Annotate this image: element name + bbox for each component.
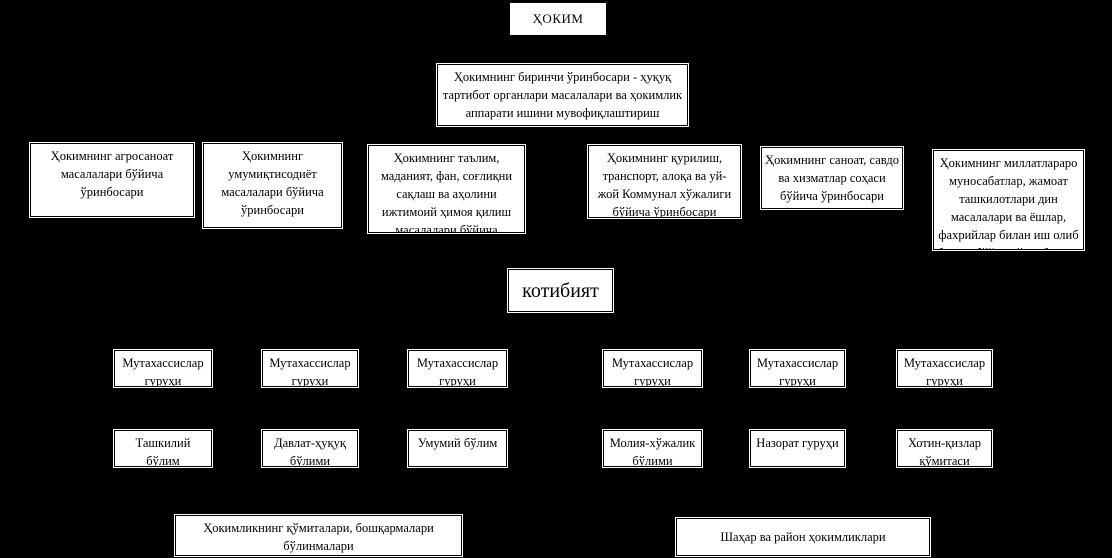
org-box-specialist-group-2 — [262, 350, 358, 387]
org-box-specialist-group-6 — [897, 350, 992, 387]
org-box-committees — [175, 515, 462, 556]
org-box-committees-label: Ҳокимликнинг қўмиталари, бошқармалари бўлинмалари — [203, 521, 434, 553]
org-box-hokim-label: ҲОКИМ — [532, 11, 584, 26]
org-box-city-district-hokimiyats — [676, 518, 930, 556]
org-box-deputy-interethnic-label: Ҳокимнинг миллатлараро муносабатлар, жамоат ташкилотлари дин масалалари ва ёшлар, фахрийлар билан иш олиб бориш бўйича ўринбосари — [937, 156, 1080, 260]
org-box-dept-state-law — [262, 430, 358, 467]
org-box-specialist-group-6-label: Мутахассислар гуруҳи — [903, 356, 986, 388]
org-box-specialist-group-1 — [114, 350, 212, 387]
org-box-dept-control — [750, 430, 845, 467]
org-box-deputy-construction-label: Ҳокимнинг қурилиш, транспорт, алоқа ва уй-жой Коммунал хўжалиги бўйича ўринбосари — [597, 151, 732, 219]
org-box-dept-general-label: Умумий бўлим — [417, 436, 498, 450]
org-box-specialist-group-4 — [603, 350, 702, 387]
org-box-specialist-group-3 — [408, 350, 507, 387]
org-box-specialist-group-2-label: Мутахассислар гуруҳи — [269, 356, 351, 388]
org-box-dept-general — [408, 430, 507, 467]
org-box-deputy-education-label: Ҳокимнинг таълим, маданият, фан, соғлиқни сақлаш ва аҳолини ижтимоий ҳимоя қилиш масалалари бўйича ўринбосари — [380, 151, 513, 255]
org-box-city-district-hokimiyats-label: Шаҳар ва район ҳокимликлари — [720, 530, 886, 544]
org-box-specialist-group-5 — [750, 350, 845, 387]
org-box-deputy-industry-label: Ҳокимнинг саноат, савдо ва хизматлар соҳаси бўйича ўринбосари — [765, 153, 899, 203]
org-box-specialist-group-1-label: Мутахассислар гуруҳи — [122, 356, 204, 388]
org-box-deputy-economy — [203, 143, 342, 228]
org-box-secretariat — [508, 269, 613, 312]
org-box-deputy-economy-label: Ҳокимнинг умумиқтисодиёт масалалари бўйича ўринбосари — [221, 149, 324, 217]
org-box-deputy-education — [368, 145, 525, 255]
org-box-specialist-group-3-label: Мутахассислар гуруҳи — [416, 356, 499, 388]
org-box-dept-state-law-label: Давлат-ҳуқуқ бўлими — [274, 436, 346, 468]
org-box-dept-women-label: Хотин-қизлар қўмитаси — [907, 436, 982, 468]
org-box-specialist-group-4-label: Мутахассислар гуруҳи — [611, 356, 694, 388]
org-box-deputy-agro-label: Ҳокимнинг агросаноат масалалари бўйича ўринбосари — [50, 149, 174, 199]
org-box-dept-organizational-label: Ташкилий бўлим — [135, 436, 191, 468]
org-box-hokim — [510, 3, 606, 35]
org-box-first-deputy-label: Ҳокимнинг биринчи ўринбосари - ҳуқуқ тартибот органлари масалалари ва ҳокимлик аппарати ишини мувофиқлаштириш — [442, 70, 683, 120]
org-box-deputy-industry — [761, 147, 903, 209]
org-box-dept-finance — [603, 430, 702, 467]
org-box-dept-organizational — [114, 430, 212, 467]
org-box-deputy-construction — [588, 145, 741, 218]
org-box-first-deputy — [437, 64, 688, 126]
org-box-deputy-interethnic — [933, 150, 1084, 260]
org-box-dept-women — [897, 430, 992, 467]
org-box-secretariat-label: котибият — [522, 279, 599, 302]
org-box-dept-control-label: Назорат гуруҳи — [756, 436, 839, 450]
org-box-deputy-agro — [30, 143, 194, 217]
org-box-specialist-group-5-label: Мутахассислар гуруҳи — [756, 356, 839, 388]
org-box-dept-finance-label: Молия-хўжалик бўлими — [609, 436, 696, 468]
